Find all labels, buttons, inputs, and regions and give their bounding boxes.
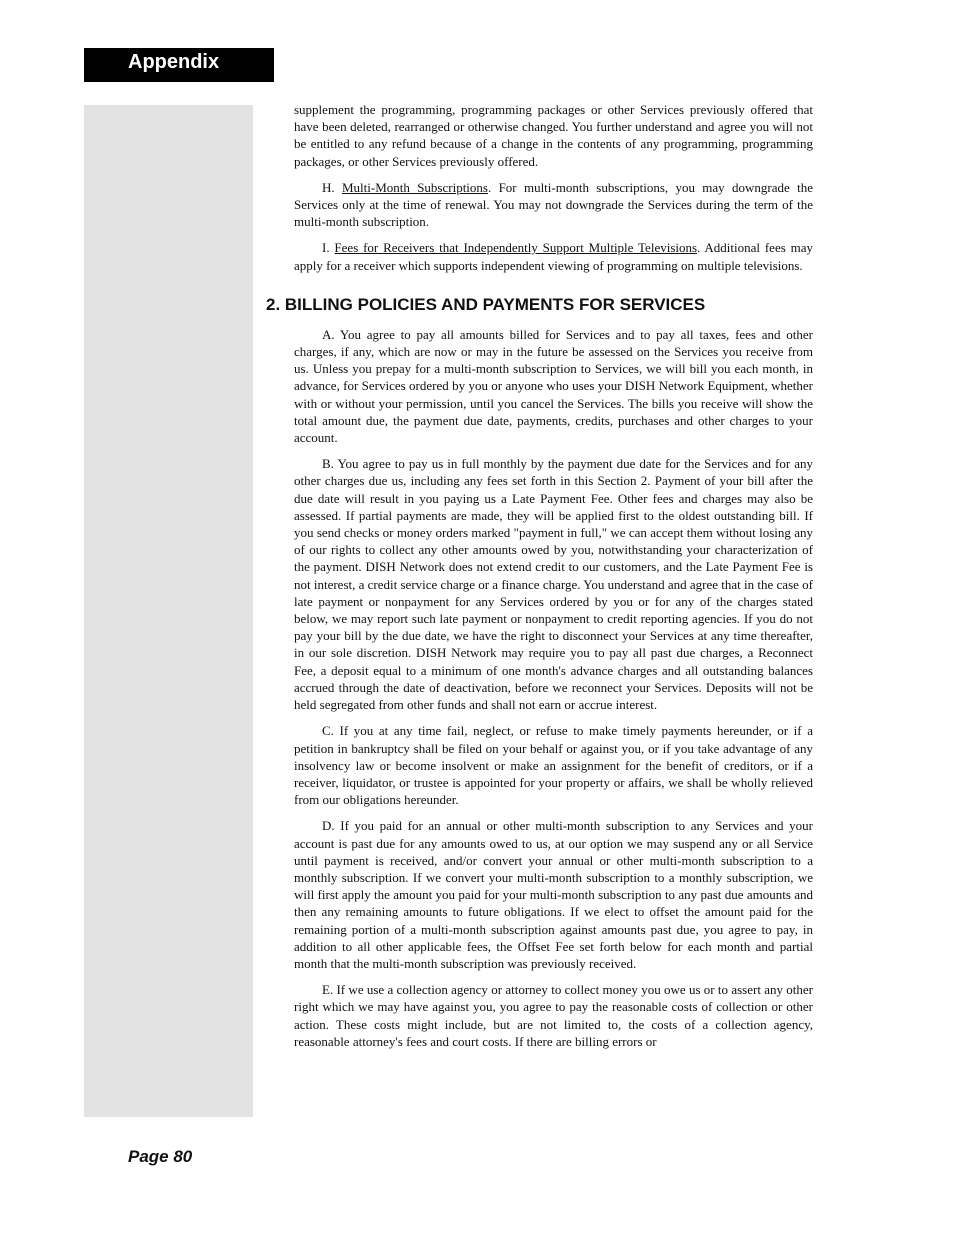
appendix-header-tab <box>84 48 274 82</box>
section-heading-billing: 2. BILLING POLICIES AND PAYMENTS FOR SERVICES <box>266 294 706 314</box>
paragraph-a-billing: A. You agree to pay all amounts billed for Services and to pay all taxes, fees and other charges, if any, which are now or may in the future be assessed on the Services you receive from us. Unless you prepay for a multi-month subscription to Services, we will bill you each month, in advance, for Services ordered by you or anyone who uses your DISH Network Equipment, whether with or without your permission, until you cancel the Services. The bills you receive will show the total amount due, the payment due date, payments, credits, purchases and other charges to your account. <box>294 326 813 446</box>
paragraph-h-body: . For multi-month subscriptions, you may downgrade the Services only at the time of renewal. You may not downgrade the Services during the term of the multi-month subscription. <box>294 179 813 230</box>
paragraph-intro-continued: supplement the programming, programming packages or other Services previously offered that have been deleted, rearranged or otherwise changed. You further understand and agree you will not be entitled to any refund because of a change in the contents of any programming, programming packages, or other Services previously offered. <box>294 102 813 169</box>
paragraph-i-receiver-fees <box>294 239 813 273</box>
paragraph-i-body: . Additional fees may apply for a receiver which supports independent viewing of programming on multiple televisions. <box>294 240 813 273</box>
document-body <box>266 101 813 1059</box>
paragraph-h-multi-month <box>294 179 813 231</box>
page-number: Page 80 <box>128 1147 193 1166</box>
paragraph-c-failure-to-pay: C. If you at any time fail, neglect, or refuse to make timely payments hereunder, or if a petition in bankruptcy shall be filed on your behalf or against you, or if you take advantage of any insolvency law or become insolvent or make an assignment for the benefit of creditors, or if a receiver, liquidator, or trustee is appointed for your property or affairs, we shall be wholly relieved from our obligations hereunder. <box>294 723 813 808</box>
paragraph-e-collection: E. If we use a collection agency or attorney to collect money you owe us or to assert any other right which we may have against you, you agree to pay the reasonable costs of collection or other action. These costs might include, but are not limited to, the costs of a collection agency, reasonable attorney's fees and court costs. If there are billing errors or <box>294 982 813 1049</box>
paragraph-h-prefix: H. <box>322 179 342 195</box>
appendix-title: Appendix <box>128 51 220 73</box>
paragraph-d-multi-month-past-due: D. If you paid for an annual or other multi-month subscription to any Services and your account is past due for any amounts owed to us, at our option we may suspend any or all Service until payment is received, and/or convert your annual or other multi-month subscription to a monthly subscription. If we convert your multi-month subscription to a monthly subscription, we will first apply the amount you paid for your multi-month subscription to any past due amounts and then any remaining amounts to future obligations. If we elect to offset the amount paid for the remaining portion of a multi-month subscription against amounts past due, you agree to pay, in addition to all other applicable fees, the Offset Fee set forth below for each month and partial month that the multi-month subscription was previously received. <box>294 818 813 971</box>
paragraph-i-prefix: I. <box>322 240 335 256</box>
gray-sidebar-margin <box>84 105 253 1117</box>
paragraph-b-payment: B. You agree to pay us in full monthly by the payment due date for the Services and for any other charges due us, including any fees set forth in this Section 2. Payment of your bill after the due date will result in you paying us a Late Payment Fee. Other fees and charges may also be assessed. If partial payments are made, they will be applied first to the oldest outstanding bill. If you send checks or money orders marked "payment in full," we can accept them without losing any of our rights to collect any other amounts owed by you, notwithstanding your characterization of the payment. DISH Network does not extend credit to our customers, and the Late Payment Fee is not interest, a credit service charge or a finance charge. You understand and agree that in the case of late payment or nonpayment for any Services ordered by you or for any of the charges stated below, we may report such late payment or nonpayment to credit reporting agencies. If you do not pay your bill by the due date, we have the right to disconnect your Services at any time thereafter, in our sole discretion. DISH Network may require you to pay all past due charges, a Reconnect Fee, a deposit equal to a minimum of one month's advance charges and all outstanding balances accrued through the date of deactivation, before we reconnect your Services. Deposits will not be held segregated from other funds and shall not earn or accrue interest. <box>294 456 813 713</box>
paragraph-h-title: Multi-Month Subscriptions <box>341 179 488 195</box>
paragraph-i-title: Fees for Receivers that Independently Support Multiple Televisions <box>334 240 698 256</box>
